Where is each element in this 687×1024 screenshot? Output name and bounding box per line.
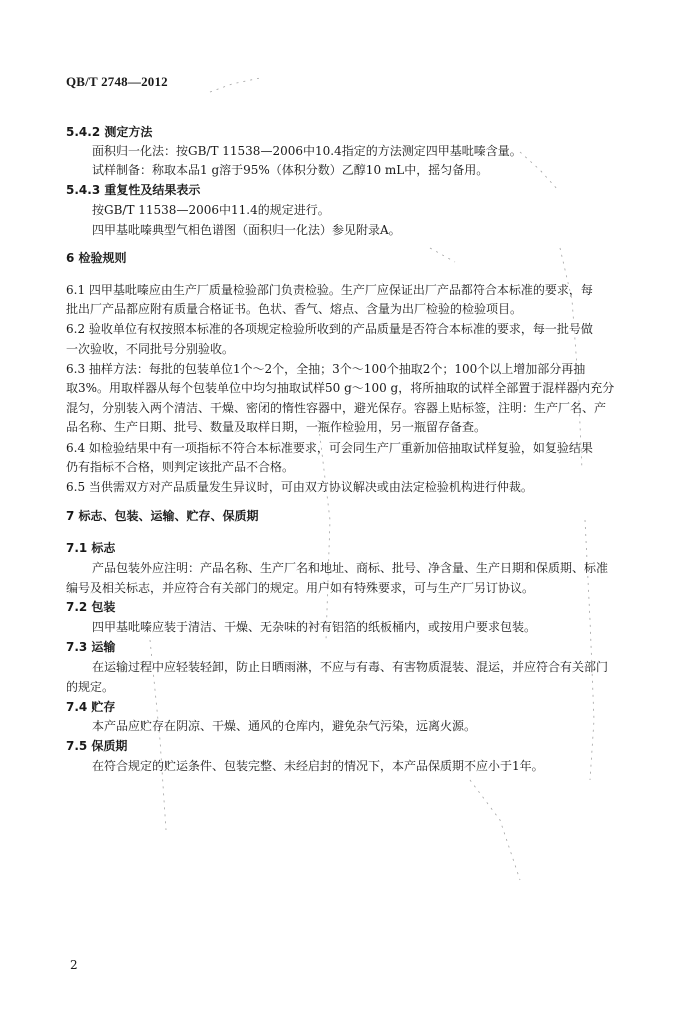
section-heading-7-1: 7.1 标志 <box>66 541 116 555</box>
body-line: 试样制备：称取本品1 g溶于95%（体积分数）乙醇10 mL中，摇匀备用。 <box>92 163 489 177</box>
clause-6-5: 6.5 当供需双方对产品质量发生异议时，可由双方协议解决或由法定检验机构进行仲裁。 <box>66 480 533 494</box>
section-heading-5-4-3: 5.4.3 重复性及结果表示 <box>66 183 201 197</box>
clause-6-2: 6.2 验收单位有权按照本标准的各项规定检验所收到的产品质量是否符合本标准的要求，每一批号做 <box>66 322 593 336</box>
body-line: 四甲基吡嗪典型气相色谱图（面积归一化法）参见附录A。 <box>92 223 401 237</box>
body-line: 编号及相关标志，并应符合有关部门的规定。用户如有特殊要求，可与生产厂另订协议。 <box>66 581 535 595</box>
body-line: 四甲基吡嗪应装于清洁、干燥、无杂味的衬有铝箔的纸板桶内，或按用户要求包装。 <box>92 620 537 634</box>
clause-6-4: 6.4 如检验结果中有一项指标不符合本标准要求，可会同生产厂重新加倍抽取试样复验，如复验结果 <box>66 441 593 455</box>
body-line: 品名称、生产日期、批号、数量及取样日期，一瓶作检验用，另一瓶留存备查。 <box>66 420 487 434</box>
body-line: 产品包装外应注明：产品名称、生产厂名和地址、商标、批号、净含量、生产日期和保质期、标准 <box>92 561 609 575</box>
body-line: 面积归一化法：按GB/T 11538—2006中10.4指定的方法测定四甲基吡嗪含量。 <box>92 144 522 158</box>
section-heading-6: 6 检验规则 <box>66 251 127 265</box>
clause-6-3: 6.3 抽样方法：每批的包装单位1个～2个，全抽；3个～100个抽取2个；100个以上增加部分再抽 <box>66 362 586 376</box>
section-heading-7-4: 7.4 贮存 <box>66 700 116 714</box>
body-line: 一次验收，不同批号分别验收。 <box>66 342 235 356</box>
section-heading-5-4-2: 5.4.2 测定方法 <box>66 125 153 139</box>
standard-code-header: QB/T 2748—2012 <box>66 74 168 89</box>
section-heading-7-5: 7.5 保质期 <box>66 739 128 753</box>
body-line: 批出厂产品都应附有质量合格证书。色状、香气、熔点、含量为出厂检验的检验项目。 <box>66 302 523 316</box>
section-heading-7-3: 7.3 运输 <box>66 640 116 654</box>
section-heading-7: 7 标志、包装、运输、贮存、保质期 <box>66 509 259 523</box>
body-line: 取3%。用取样器从每个包装单位中均匀抽取试样50 g～100 g，将所抽取的试样全部置于混样器内充分 <box>66 381 615 395</box>
body-line: 按GB/T 11538—2006中11.4的规定进行。 <box>92 203 330 217</box>
body-line: 本产品应贮存在阴凉、干燥、通风的仓库内，避免杂气污染，远离火源。 <box>92 719 477 733</box>
body-line: 在符合规定的贮运条件、包装完整、未经启封的情况下，本产品保质期不应小于1年。 <box>92 759 544 773</box>
body-line: 仍有指标不合格，则判定该批产品不合格。 <box>66 460 295 474</box>
page-number: 2 <box>70 958 78 972</box>
section-heading-7-2: 7.2 包装 <box>66 600 116 614</box>
body-line: 混匀，分别装入两个清洁、干燥、密闭的惰性容器中，避光保存。容器上贴标签，注明：生产厂名、产 <box>66 401 607 415</box>
body-line: 的规定。 <box>66 680 115 694</box>
clause-6-1: 6.1 四甲基吡嗪应由生产厂质量检验部门负责检验。生产厂应保证出厂产品都符合本标准的要求，每 <box>66 283 593 297</box>
body-line: 在运输过程中应轻装轻卸，防止日晒雨淋，不应与有毒、有害物质混装、混运，并应符合有关部门 <box>92 660 609 674</box>
